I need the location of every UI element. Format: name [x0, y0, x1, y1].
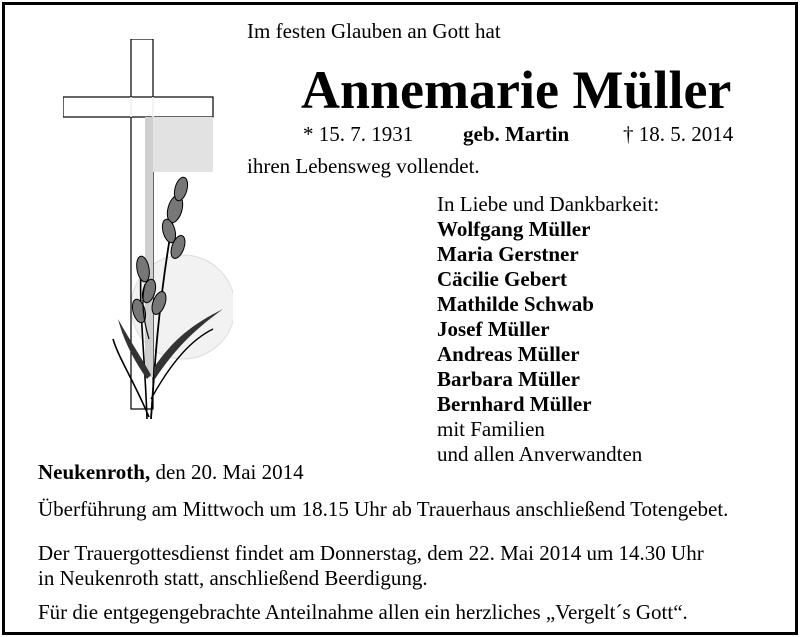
- birth-date: * 15. 7. 1931: [303, 122, 414, 146]
- place-name: Neukenroth,: [38, 460, 151, 484]
- service-line-2: in Neukenroth statt, anschließend Beerdigung.: [38, 566, 428, 590]
- notice-date: den 20. Mai 2014: [155, 460, 304, 484]
- intro-line: Im festen Glauben an Gott hat: [247, 19, 501, 43]
- mourner-name: Andreas Müller: [437, 342, 580, 366]
- maiden-name: geb. Martin: [463, 122, 570, 146]
- mourners-closing: und allen Anverwandten: [437, 442, 643, 466]
- service-paragraph: [38, 541, 704, 591]
- mourner-name: Cäcilie Gebert: [437, 267, 568, 291]
- death-date: † 18. 5. 2014: [623, 122, 734, 146]
- mourner-name: Maria Gerstner: [437, 242, 579, 266]
- mourners-closing: mit Familien: [437, 417, 545, 441]
- thanks-paragraph: Für die entgegengebrachte Anteilnahme allen ein herzliches „Vergelt´s Gott“.: [38, 600, 688, 624]
- mourner-name: Barbara Müller: [437, 367, 580, 391]
- transfer-paragraph: Überführung am Mittwoch um 18.15 Uhr ab Trauerhaus anschließend Totengebet.: [38, 497, 729, 521]
- mourner-name: Josef Müller: [437, 317, 550, 341]
- obituary-frame: [2, 2, 798, 635]
- mourners-list: [437, 192, 659, 467]
- deceased-name: Annemarie Müller: [301, 60, 732, 120]
- mourners-heading: In Liebe und Dankbarkeit:: [437, 192, 660, 216]
- mourner-name: Bernhard Müller: [437, 392, 592, 416]
- cross-with-wheat-icon: [63, 39, 233, 429]
- service-line-1: Der Trauergottesdienst findet am Donnerstag, dem 22. Mai 2014 um 14.30 Uhr: [38, 541, 704, 565]
- place-date-line: [38, 460, 304, 485]
- mourner-name: Mathilde Schwab: [437, 292, 594, 316]
- life-line: ihren Lebensweg vollendet.: [247, 154, 480, 178]
- mourner-name: Wolfgang Müller: [437, 217, 591, 241]
